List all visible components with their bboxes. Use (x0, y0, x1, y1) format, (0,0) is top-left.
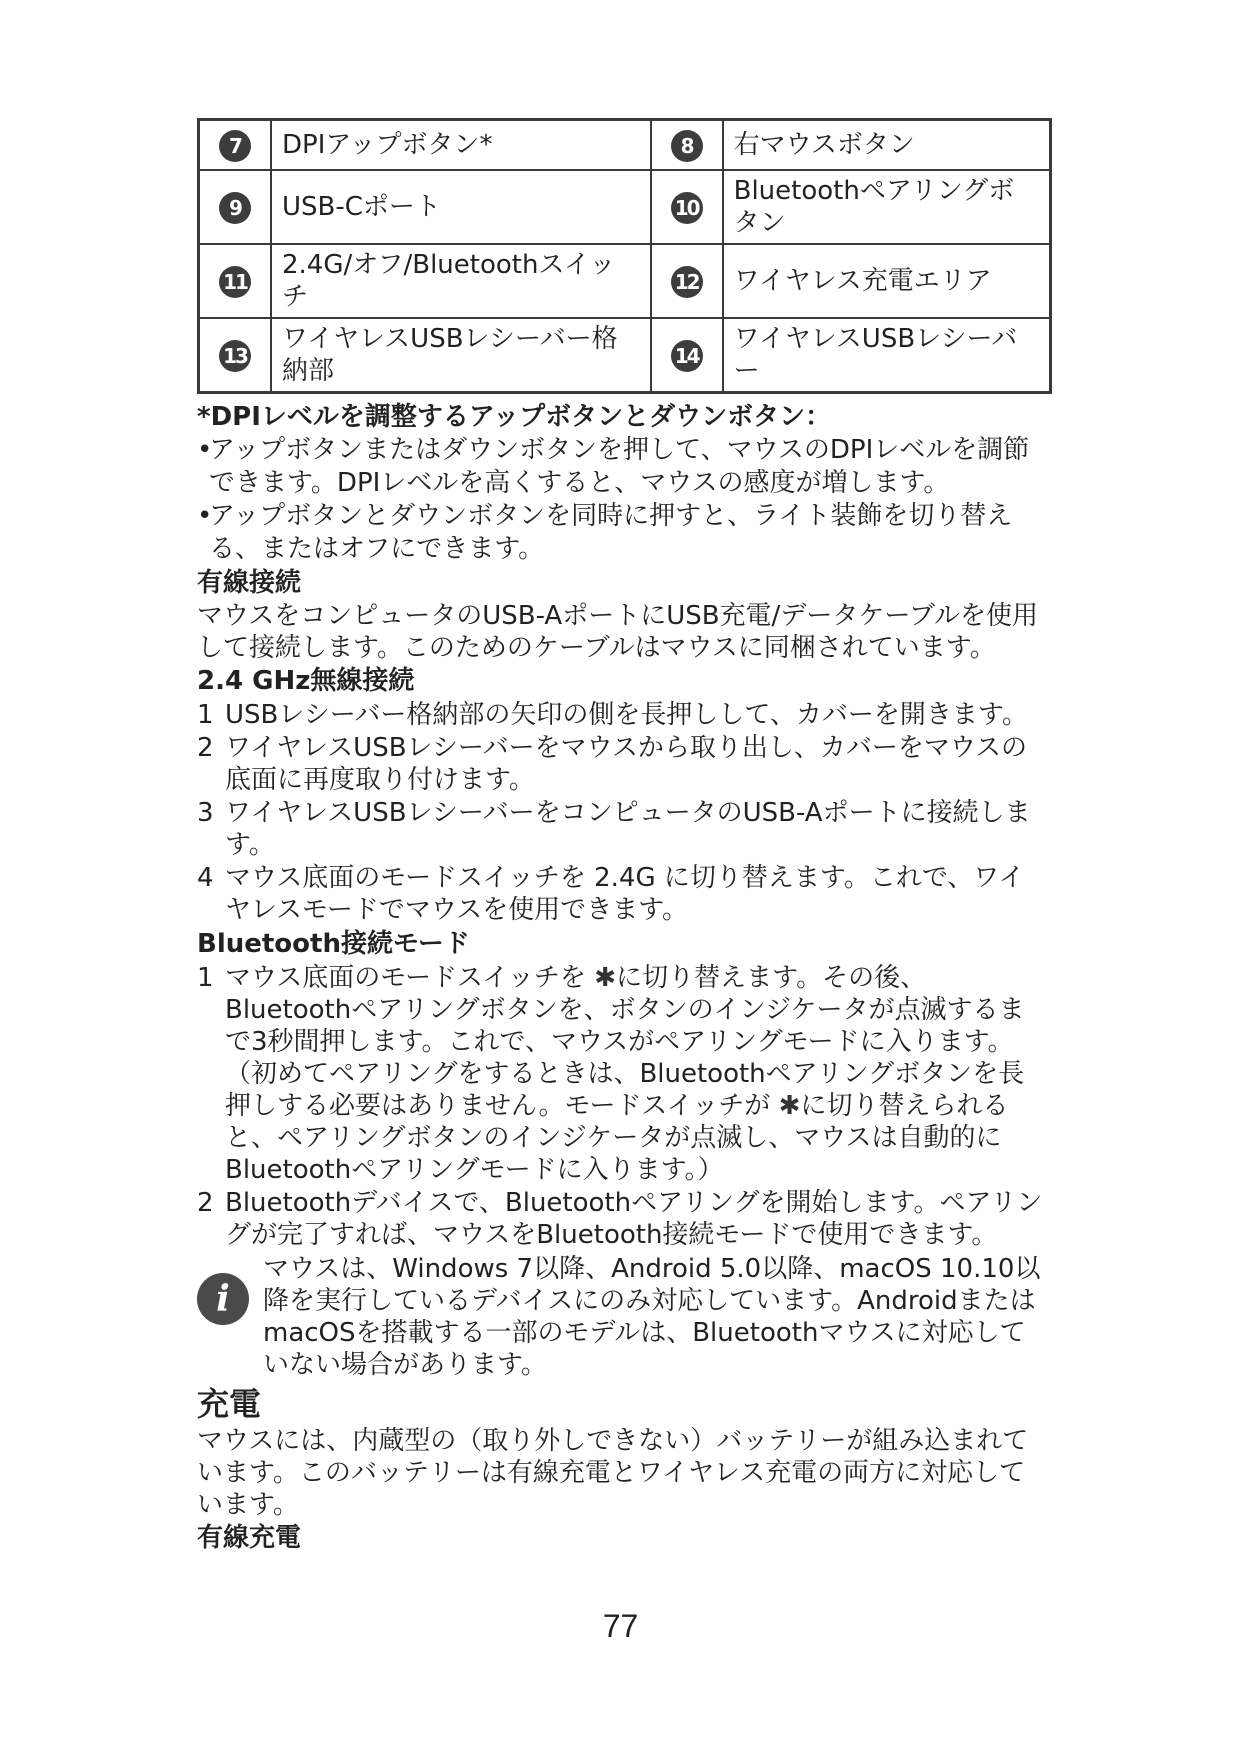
charging-heading: 充電 (197, 1385, 262, 1423)
bluetooth-icon: ✱ (778, 1091, 801, 1121)
list-item (197, 699, 1047, 731)
note-text: マウスは、Windows 7以降、Android 5.0以降、macOS 10.10以降を実行しているデバイスにのみ対応しています。AndroidまたはmacOSを搭載する一部のモデルは、Bluetoothマウスに対応していない場合があります。 (263, 1254, 1041, 1380)
step-text: マウス底面のモードスイッチを 2.4G に切り替えます。これで、ワイヤレスモードでマウスを使用できます。 (225, 863, 1025, 925)
dpi-heading: *DPIレベルを調整するアップボタンとダウンボタン： (197, 402, 832, 432)
info-icon: i (197, 1273, 249, 1325)
bluetooth-heading: Bluetooth接続モード (197, 929, 470, 959)
part-label: ワイヤレスUSBレシーバー格納部 (271, 318, 651, 393)
list-item (197, 732, 1047, 796)
part-number-badge: 8 (671, 130, 703, 162)
part-label: DPIアップボタン* (271, 120, 651, 171)
part-label: 2.4G/オフ/Bluetoothスイッチ (271, 244, 651, 318)
step-number: 3 (197, 798, 214, 828)
wired-text: マウスをコンピュータのUSB-AポートにUSB充電/データケーブルを使用して接続します。このためのケーブルはマウスに同梱されています。 (197, 601, 1038, 663)
table-row (199, 244, 1051, 318)
part-label: ワイヤレス充電エリア (723, 244, 1051, 318)
step-number: 2 (197, 733, 214, 763)
table-row (199, 170, 1051, 244)
part-number-badge: 12 (671, 266, 703, 298)
part-number-badge: 11 (219, 266, 251, 298)
step-text: ワイヤレスUSBレシーバーをコンピュータのUSB-Aポートに接続します。 (225, 798, 1031, 860)
list-item (197, 434, 1047, 500)
step-text: ワイヤレスUSBレシーバーをマウスから取り出し、カバーをマウスの底面に再度取り付けます。 (225, 733, 1028, 795)
part-number-badge: 10 (671, 192, 703, 224)
step-number: 4 (197, 863, 214, 893)
list-item (197, 500, 1047, 566)
step-text: USBレシーバー格納部の矢印の側を長押しして、カバーを開きます。 (225, 700, 1028, 730)
bluetooth-icon: ✱ (594, 963, 617, 993)
bullet-text: アップボタンまたはダウンボタンを押して、マウスのDPIレベルを調節できます。DPIレベルを高くすると、マウスの感度が増します。 (209, 435, 1030, 498)
part-number-badge: 13 (219, 340, 251, 372)
part-label: 右マウスボタン (723, 120, 1051, 171)
list-item (197, 862, 1047, 926)
manual-content (197, 400, 1047, 1555)
compatibility-note (197, 1253, 1047, 1381)
table-row (199, 318, 1051, 393)
step-number: 1 (197, 963, 214, 993)
part-number-badge: 14 (671, 340, 703, 372)
charging-text: マウスには、内蔵型の（取り外しできない）バッテリーが組み込まれています。このバッテリーは有線充電とワイヤレス充電の両方に対応しています。 (197, 1426, 1029, 1520)
bullet-mark: • (197, 501, 213, 531)
wired-heading: 有線接続 (197, 568, 302, 598)
wired-charging-heading: 有線充電 (197, 1523, 302, 1553)
step-text: Bluetoothデバイスで、Bluetoothペアリングを開始します。ペアリングが完了すれば、マウスをBluetooth接続モードで使用できます。 (225, 1188, 1043, 1250)
page-number: 77 (602, 1608, 639, 1644)
wireless-heading: 2.4 GHz無線接続 (197, 666, 415, 696)
step-text: マウス底面のモードスイッチを ✱に切り替えます。その後、Bluetoothペアリングボタンを、ボタンのインジケータが点滅するまで3秒間押します。これで、マウスがペアリングモードに入ります。（初めてペアリングをするときは、Bluetoothペアリングボタンを長押しする必要はありません。モードスイッチが ✱に切り替えられると、ペアリングボタンのインジケータが点滅し、マウスは自動的にBluetoothペアリングモードに入ります。） (225, 963, 1025, 1185)
bullet-mark: • (197, 435, 213, 465)
parts-table (197, 118, 1052, 394)
list-item (197, 962, 1047, 1186)
list-item (197, 1187, 1047, 1251)
part-number-badge: 7 (219, 130, 251, 162)
manual-page (197, 118, 1047, 1555)
step-number: 2 (197, 1188, 214, 1218)
list-item (197, 797, 1047, 861)
bullet-text: アップボタンとダウンボタンを同時に押すと、ライト装飾を切り替える、またはオフにできます。 (209, 501, 1013, 564)
step-number: 1 (197, 700, 214, 730)
table-row (199, 120, 1051, 171)
part-label: ワイヤレスUSBレシーバー (723, 318, 1051, 393)
part-number-badge: 9 (219, 192, 251, 224)
part-label: USB-Cポート (271, 170, 651, 244)
part-label: Bluetoothペアリングボタン (723, 170, 1051, 244)
